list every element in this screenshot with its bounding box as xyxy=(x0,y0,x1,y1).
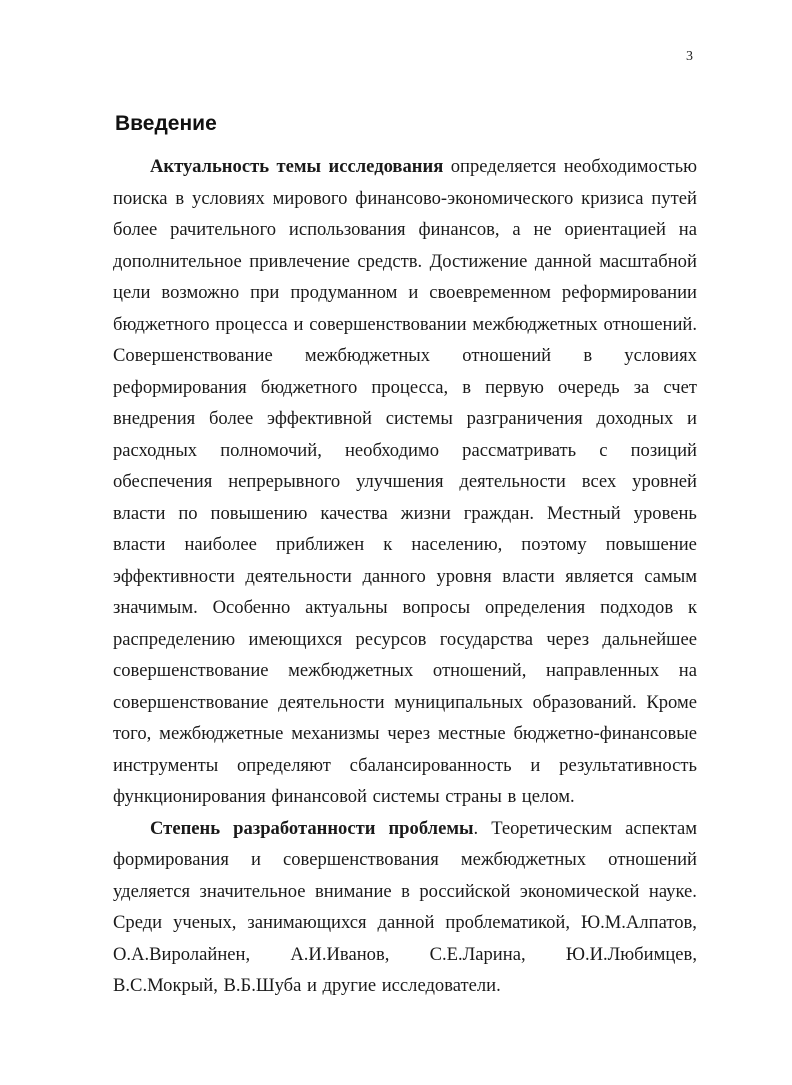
text-line: уделяется значительное внимание в российской экономической науке. xyxy=(113,880,697,902)
text-line: формирования и совершенствования межбюджетных отношений xyxy=(113,849,697,870)
text-line: Степень разработанности проблемы. Теоретическим аспектам xyxy=(150,817,697,839)
document-body xyxy=(113,151,697,1002)
section-heading: Введение xyxy=(115,112,217,135)
text-line: Совершенствование межбюджетных отношений в условиях xyxy=(113,345,697,366)
text-line: Актуальность темы исследования определяется необходимостью xyxy=(150,156,697,177)
text-line: В.С.Мокрый, В.Б.Шуба и другие исследователи. xyxy=(113,975,501,996)
text-line: О.А.Виролайнен, А.И.Иванов, С.Е.Ларина, Ю.И.Любимцев, xyxy=(113,943,697,965)
text-line: бюджетного процесса и совершенствовании межбюджетных отношений. xyxy=(113,313,697,335)
text-line: инструменты определяют сбалансированность и результативность xyxy=(113,754,697,776)
text-line: внедрения более эффективной системы разграничения доходных и xyxy=(113,408,697,429)
text-line: более рачительного использования финансов, а не ориентацией на xyxy=(113,219,697,240)
paragraph xyxy=(113,813,697,1002)
paragraph xyxy=(113,151,697,813)
text-line: функционирования финансовой системы страны в целом. xyxy=(113,786,575,807)
text-line: распределению имеющихся ресурсов государства через дальнейшее xyxy=(113,628,697,650)
text-line: расходных полномочий, необходимо рассматривать с позиций xyxy=(113,439,697,461)
text-line: власти наиболее приближен к населению, поэтому повышение xyxy=(113,534,697,555)
text-line: совершенствование деятельности муниципальных образований. Кроме xyxy=(113,691,697,713)
text-line: того, межбюджетные механизмы через местные бюджетно-финансовые xyxy=(113,723,697,744)
text-line: цели возможно при продуманном и своевременном реформировании xyxy=(113,282,697,303)
text-line: значимым. Особенно актуальны вопросы определения подходов к xyxy=(113,597,697,618)
text-line: эффективности деятельности данного уровня власти является самым xyxy=(113,565,697,587)
text-line: обеспечения непрерывного улучшения деятельности всех уровней xyxy=(113,471,697,492)
page-number: 3 xyxy=(686,49,693,64)
text-line: власти по повышению качества жизни граждан. Местный уровень xyxy=(113,502,697,524)
text-line: реформирования бюджетного процесса, в первую очередь за счет xyxy=(113,376,697,398)
text-line: совершенствование межбюджетных отношений, направленных на xyxy=(113,660,697,681)
text-line: поиска в условиях мирового финансово-экономического кризиса путей xyxy=(113,187,697,209)
text-line: дополнительное привлечение средств. Достижение данной масштабной xyxy=(113,250,697,272)
text-line: Среди ученых, занимающихся данной проблематикой, Ю.М.Алпатов, xyxy=(113,912,697,933)
